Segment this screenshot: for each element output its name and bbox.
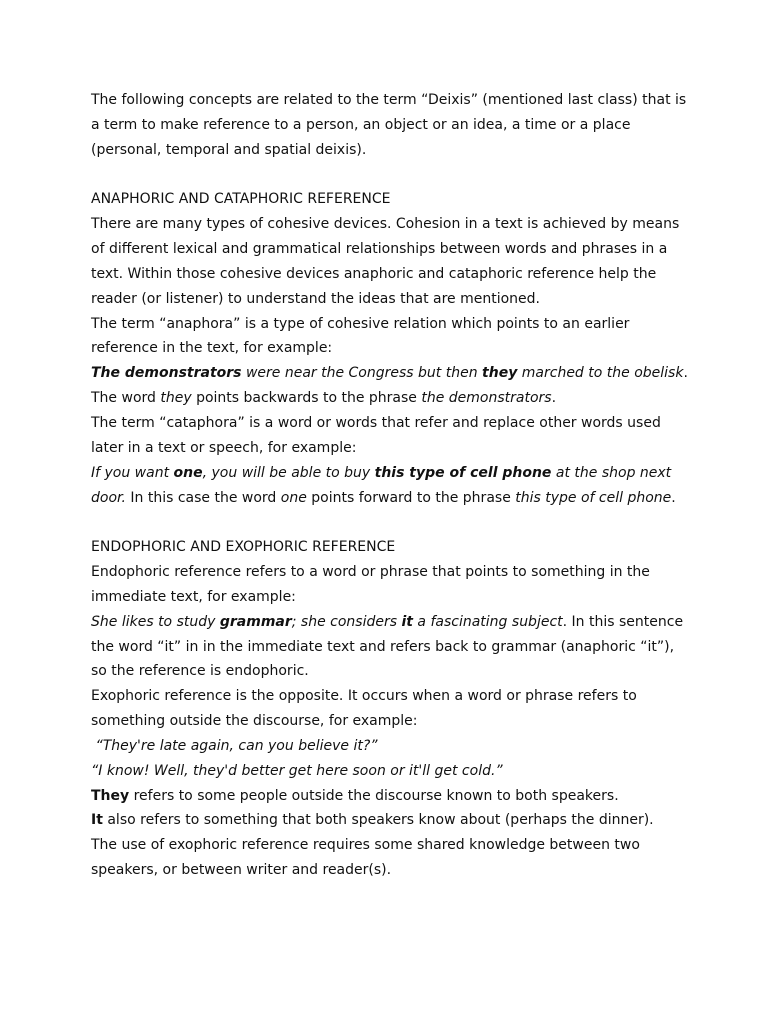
- example-italic: If you want: [91, 464, 174, 481]
- example-bold: grammar: [219, 613, 292, 630]
- example-bold: it: [401, 613, 413, 630]
- example-text: points backwards to the phrase: [191, 390, 422, 407]
- example-italic: were near the Congress but then: [241, 365, 483, 382]
- dialogue-line-1: “They're late again, can you believe it?”: [91, 737, 378, 754]
- it-explanation: [91, 808, 691, 833]
- example-italic: She likes to study: [91, 613, 220, 630]
- example-text: points forward to the phrase: [306, 489, 516, 506]
- section-heading-anaphoric-cataphoric: ANAPHORIC AND CATAPHORIC REFERENCE: [91, 191, 391, 208]
- dialogue-line-2: “I know! Well, they'd better get here soon or it'll get cold.”: [91, 762, 503, 779]
- example-bold: The demonstrators: [91, 365, 242, 382]
- example-italic: at the shop next door.: [91, 464, 672, 506]
- example-text: .: [671, 489, 676, 506]
- example-text: In this case the word: [125, 489, 281, 506]
- they-explanation: [91, 784, 691, 809]
- cataphora-example: [91, 461, 691, 511]
- example-italic: they: [160, 390, 192, 407]
- document-body: [91, 88, 691, 883]
- example-italic: marched to the obelisk: [517, 365, 684, 382]
- paragraph-gap: [91, 510, 691, 535]
- exophoric-definition: Exophoric reference is the opposite. It occurs when a word or phrase refers to something outside the discourse, for example:: [91, 688, 637, 730]
- example-italic: , you will be able to buy: [202, 464, 375, 481]
- example-bold: They: [91, 787, 130, 804]
- example-bold: they: [482, 365, 518, 382]
- example-italic: one: [280, 489, 307, 506]
- example-bold: one: [173, 464, 203, 481]
- example-text: . In this sentence the word “it” in in the immediate text and refers back to grammar (anaphoric “it”), so the reference is endophoric.: [91, 613, 684, 680]
- anaphora-example: [91, 361, 691, 411]
- example-bold: this type of cell phone: [374, 464, 552, 481]
- section-heading-endophoric-exophoric: ENDOPHORIC AND EXOPHORIC REFERENCE: [91, 539, 396, 556]
- paragraph-gap: [91, 163, 691, 188]
- endophoric-example: [91, 610, 691, 685]
- example-text: . The word: [91, 365, 688, 407]
- example-italic: a fascinating subject: [412, 613, 563, 630]
- cataphora-definition: The term “cataphora” is a word or words that refer and replace other words used later in a text or speech, for example:: [91, 414, 661, 456]
- example-italic: this type of cell phone: [515, 489, 672, 506]
- example-text: also refers to something that both speakers know about (perhaps the dinner).: [102, 812, 654, 829]
- example-italic: the demonstrators: [421, 390, 552, 407]
- intro-paragraph: The following concepts are related to the term “Deixis” (mentioned last class) that is a term to make reference to a person, an object or an idea, a time or a place (personal, temporal and spatial deixis).: [91, 92, 687, 158]
- example-text: .: [551, 390, 557, 407]
- cohesive-devices-paragraph: There are many types of cohesive devices. Cohesion in a text is achieved by means of different lexical and grammatical relationships between words and phrases in a text. Within those cohesive devices anaphoric and cataphoric reference help the reader (or listener) to understand the ideas that are mentioned.: [91, 216, 680, 307]
- example-bold: It: [91, 812, 103, 829]
- exophoric-conclusion: The use of exophoric reference requires some shared knowledge between two speakers, or between writer and reader(s).: [91, 837, 640, 879]
- endophoric-definition: Endophoric reference refers to a word or phrase that points to something in the immediate text, for example:: [91, 564, 650, 605]
- example-text: refers to some people outside the discourse known to both speakers.: [129, 787, 619, 804]
- example-italic: ; she considers: [291, 613, 402, 630]
- anaphora-definition: The term “anaphora” is a type of cohesive relation which points to an earlier reference in the text, for example:: [91, 315, 630, 357]
